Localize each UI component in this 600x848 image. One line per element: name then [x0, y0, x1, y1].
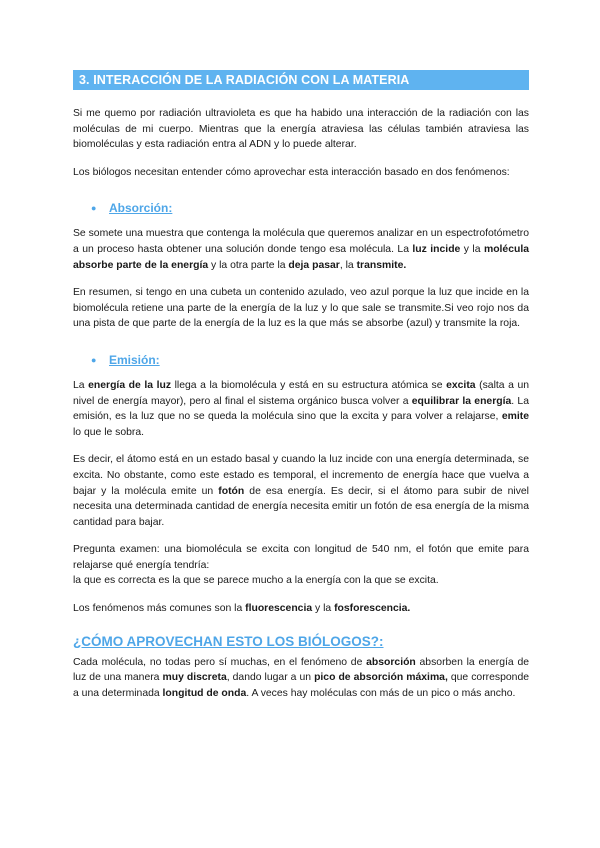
absorcion-paragraph-2: En resumen, si tengo en una cubeta un contenido azulado, veo azul porque la luz que incide en la biomolécula retiene una parte de la energía de la luz y lo que sale se transmite.Si veo rojo nos da una pista de que parte de la energía de la luz es la que más se absorbe (azul) y transmite la roja.: [73, 287, 529, 330]
section-title: 3. INTERACCIÓN DE LA RADIACIÓN CON LA MATERIA: [73, 70, 529, 90]
bullet-dot-icon: ●: [91, 354, 97, 365]
absorcion-label: Absorción:: [109, 201, 173, 216]
emision-paragraph-2: Es decir, el átomo está en un estado basal y cuando la luz incide con una energía determinada, se excita. No obstante, como este estado es temporal, el incremento de energía hace que vuelva a bajar y la molécula emite un fotón de esa energía. Es decir, si el átomo para subir de nivel necesita una determinada cantidad de energía necesita emitir un fotón de esa energía de la misma cantidad para bajar.: [73, 454, 529, 528]
biologists-subheading: ¿CÓMO APROVECHAN ESTO LOS BIÓLOGOS?:: [73, 633, 384, 649]
bullet-dot-icon: ●: [91, 203, 97, 214]
emision-label: Emisión:: [109, 352, 160, 367]
absorcion-heading: [91, 200, 529, 216]
absorcion-paragraph-1: Se somete una muestra que contenga la molécula que queremos analizar en un espectrofotómetro a un proceso hasta obtener una solución donde tengo esa molécula. La luz incide y la molécula absorbe parte de la energía y la otra parte la deja pasar, la transmite.: [73, 228, 529, 271]
exam-question-paragraph: Pregunta examen: una biomolécula se excita con longitud de 540 nm, el fotón que emite para relajarse qué energía tendría: la que es correcta es la que se parece mucho a la energía con la que se excita.: [73, 544, 529, 587]
emision-paragraph-1: La energía de la luz llega a la biomolécula y está en su estructura atómica se excita (salta a un nivel de energía mayor), pero al final el sistema orgánico busca volver a equilibrar la energía. La emisión, es la luz que no se queda la molécula sino que la excita y para volver a relajarse, emite lo que le sobra.: [73, 379, 530, 438]
document-content: [73, 70, 529, 701]
biologists-paragraph: Cada molécula, no todas pero sí muchas, en el fenómeno de absorción absorben la energía de luz de una manera muy discreta, dando lugar a un pico de absorción máxima, que corresponde a una determinada longitud de onda. A veces hay moléculas con más de un pico o más ancho.: [73, 656, 530, 699]
common-phenomena-paragraph: Los fenómenos más comunes son la fluorescencia y la fosforescencia.: [73, 603, 411, 615]
phenomena-paragraph: Los biólogos necesitan entender cómo aprovechar esta interacción basado en dos fenómenos:: [73, 166, 510, 178]
emision-heading: [91, 352, 529, 368]
intro-paragraph: Si me quemo por radiación ultravioleta es que ha habido una interacción de la radiación con las moléculas de mi cuerpo. Mientras que la energía atraviesa las células también atraviesa las biomoléculas y esta radiación entra al ADN y lo puede alterar.: [73, 108, 529, 151]
